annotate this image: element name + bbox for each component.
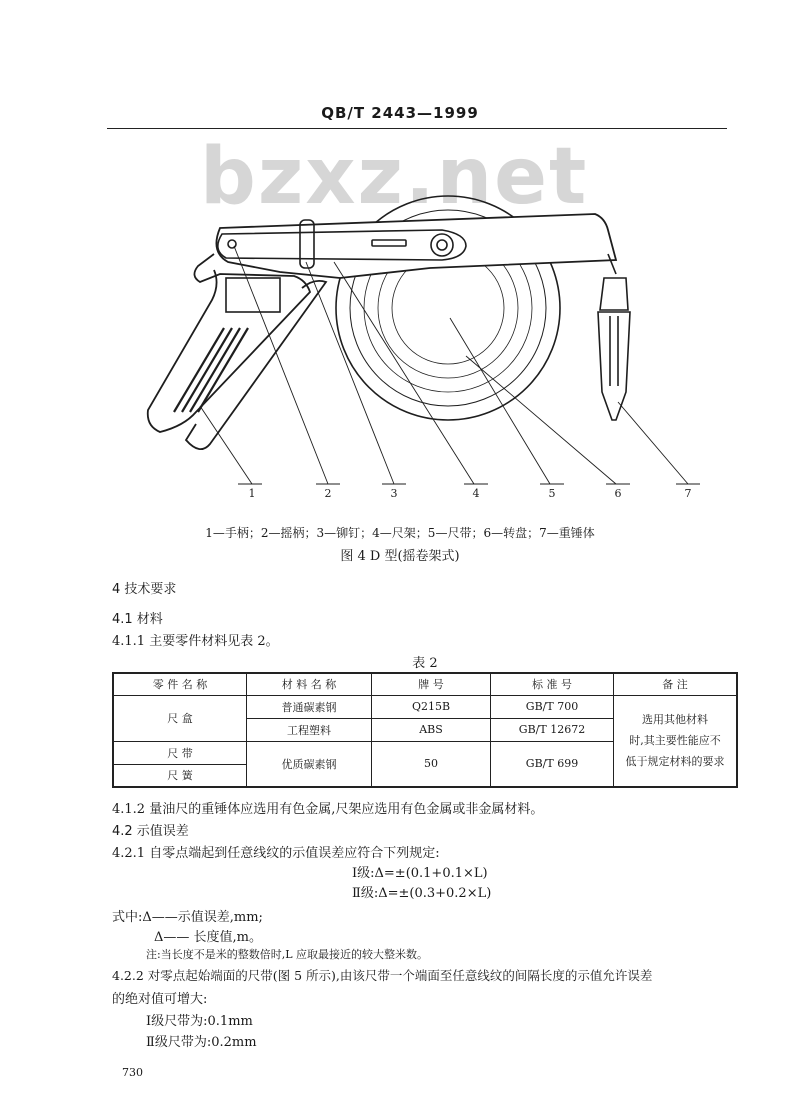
where-line-1: 式中:Δ——示值误差,mm; (112, 910, 263, 925)
note-line: 低于规定材料的要求 (625, 755, 725, 769)
where-line-2: Δ—— 长度值,m。 (154, 930, 262, 945)
cell-part: 尺 簧 (113, 764, 247, 787)
cell-grade: Q215B (372, 695, 491, 718)
cell-part: 尺 带 (113, 741, 247, 764)
formula-grade-1: Ⅰ级:Δ=±(0.1+0.1×L) (352, 866, 488, 881)
col-note: 备 注 (614, 673, 738, 695)
cell-standard: GB/T 700 (491, 695, 614, 718)
cell-note (614, 695, 738, 787)
header-rule (107, 128, 727, 129)
plumb-bob (600, 278, 628, 310)
cell-grade: ABS (372, 718, 491, 741)
note-line: 时,其主要性能应不 (629, 734, 721, 748)
col-standard: 标 准 号 (491, 673, 614, 695)
paragraph-4-1-2: 4.1.2 量油尺的重锤体应选用有色金属,尺架应选用有色金属或非金属材料。 (112, 802, 544, 817)
section-4-1-title: 4.1 材料 (112, 612, 163, 627)
figure-d-type-tape-drawing (130, 150, 710, 510)
table-header-row (113, 673, 737, 695)
crank-bar (218, 230, 466, 260)
callout-3: 3 (390, 487, 398, 500)
section-4-title: 4 技术要求 (112, 582, 177, 597)
figure-caption: 图 4 D 型(摇卷架式) (340, 549, 460, 564)
note-line: 选用其他材料 (642, 713, 708, 727)
cell-grade: 50 (372, 741, 491, 787)
col-material: 材 料 名 称 (247, 673, 372, 695)
cell-standard: GB/T 12672 (491, 718, 614, 741)
callout-1: 1 (248, 487, 256, 500)
callout-5: 5 (548, 487, 556, 500)
cell-part: 尺 盒 (113, 695, 247, 741)
col-grade: 牌 号 (372, 673, 491, 695)
table-2-caption: 表 2 (412, 656, 438, 671)
note-line: 注:当长度不是米的整数倍时,L 应取最接近的较大整米数。 (146, 948, 429, 961)
cell-material: 优质碳素钢 (247, 741, 372, 787)
standard-number-header: QB/T 2443—1999 (321, 104, 479, 122)
callout-4: 4 (472, 487, 480, 500)
formula-grade-2: Ⅱ级:Δ=±(0.3+0.2×L) (352, 886, 492, 901)
grade-1-tape: Ⅰ级尺带为:0.1mm (146, 1014, 253, 1029)
watermark: bzxz.net (200, 132, 589, 222)
col-part: 零 件 名 称 (113, 673, 247, 695)
figure-legend: 1—手柄；2—摇柄；3—铆钉；4—尺架；5—尺带；6—转盘；7—重锤体 (205, 526, 595, 540)
paragraph-4-2-2-continued: 的绝对值可增大: (112, 992, 208, 1007)
cell-material: 工程塑料 (247, 718, 372, 741)
section-4-2-title: 4.2 示值误差 (112, 824, 189, 839)
paragraph-4-1-1: 4.1.1 主要零件材料见表 2。 (112, 634, 279, 649)
callout-2: 2 (324, 487, 332, 500)
cell-standard: GB/T 699 (491, 741, 614, 787)
page-number: 730 (122, 1066, 143, 1079)
table-row (113, 695, 737, 718)
grade-2-tape: Ⅱ级尺带为:0.2mm (146, 1035, 257, 1050)
paragraph-4-2-2: 4.2.2 对零点起始端面的尺带(图 5 所示),由该尺带一个端面至任意线纹的间隔长度的示值允许误差 (112, 968, 653, 983)
callout-7: 7 (684, 487, 692, 500)
paragraph-4-2-1: 4.2.1 自零点端起到任意线纹的示值误差应符合下列规定: (112, 846, 440, 861)
callout-6: 6 (614, 487, 622, 500)
cell-material: 普通碳素钢 (247, 695, 372, 718)
materials-table (112, 672, 738, 788)
